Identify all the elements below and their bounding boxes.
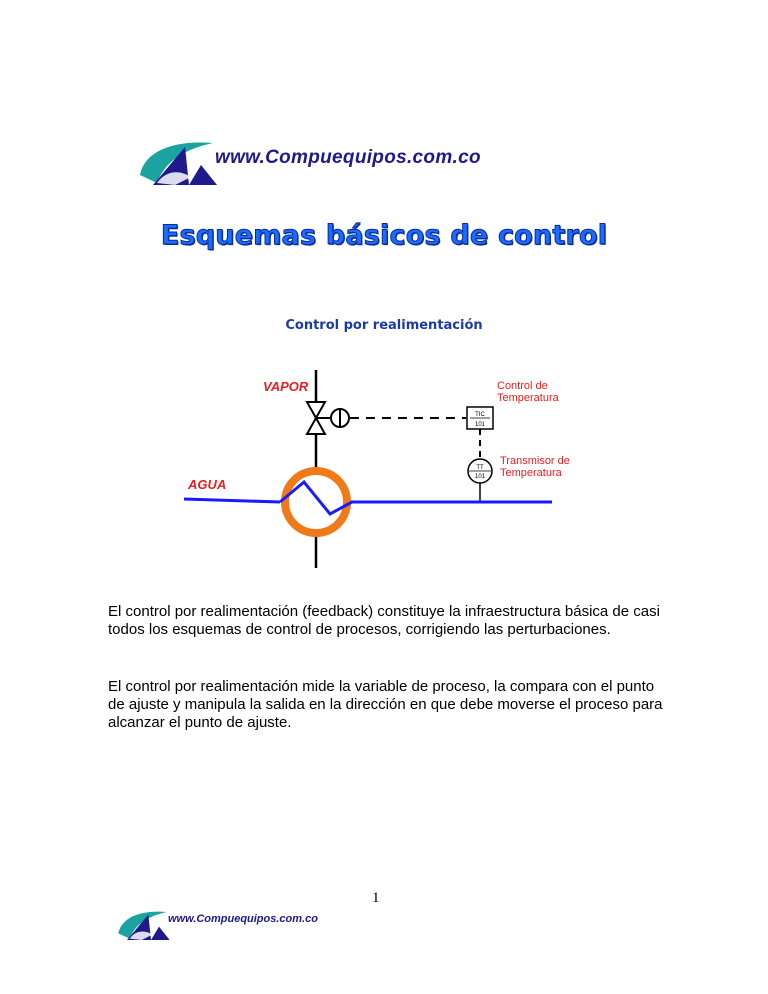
control-label-line1: Control de	[497, 380, 548, 392]
compuequipos-logo-footer	[115, 905, 175, 945]
tic-number: 101	[474, 422, 486, 428]
compuequipos-logo	[135, 135, 225, 190]
paragraph-2: El control por realimentación mide la variable de proceso, la compara con el punto de ajuste y manipula la salida en la dirección en que debe moverse el proceso para alcanzar el punto de ajuste.	[108, 678, 663, 731]
vapor-label: VAPOR	[263, 379, 309, 394]
transmisor-label-line2: Temperatura	[500, 467, 562, 479]
tt-number: 101	[474, 474, 486, 480]
control-valve-icon	[307, 402, 325, 418]
site-url-footer: www.Compuequipos.com.co	[168, 913, 318, 925]
page-number: 1	[372, 890, 380, 906]
tt-tag: TT	[476, 465, 484, 471]
feedback-control-diagram	[170, 360, 590, 575]
control-label-line2: Temperatura	[497, 392, 559, 404]
agua-label: AGUA	[188, 477, 227, 492]
tic-tag: TIC	[475, 412, 485, 418]
section-subtitle: Control por realimentación	[285, 318, 483, 333]
paragraph-1: El control por realimentación (feedback) constituye la infraestructura básica de casi todos los esquemas de control de procesos, corrigiendo las perturbaciones.	[108, 603, 660, 638]
heat-exchanger-icon	[285, 471, 347, 533]
water-inlet-line	[184, 499, 280, 502]
site-url-header: www.Compuequipos.com.co	[215, 147, 481, 168]
transmisor-label-line1: Transmisor de	[500, 455, 570, 467]
document-title: Esquemas básicos de control	[160, 220, 608, 251]
